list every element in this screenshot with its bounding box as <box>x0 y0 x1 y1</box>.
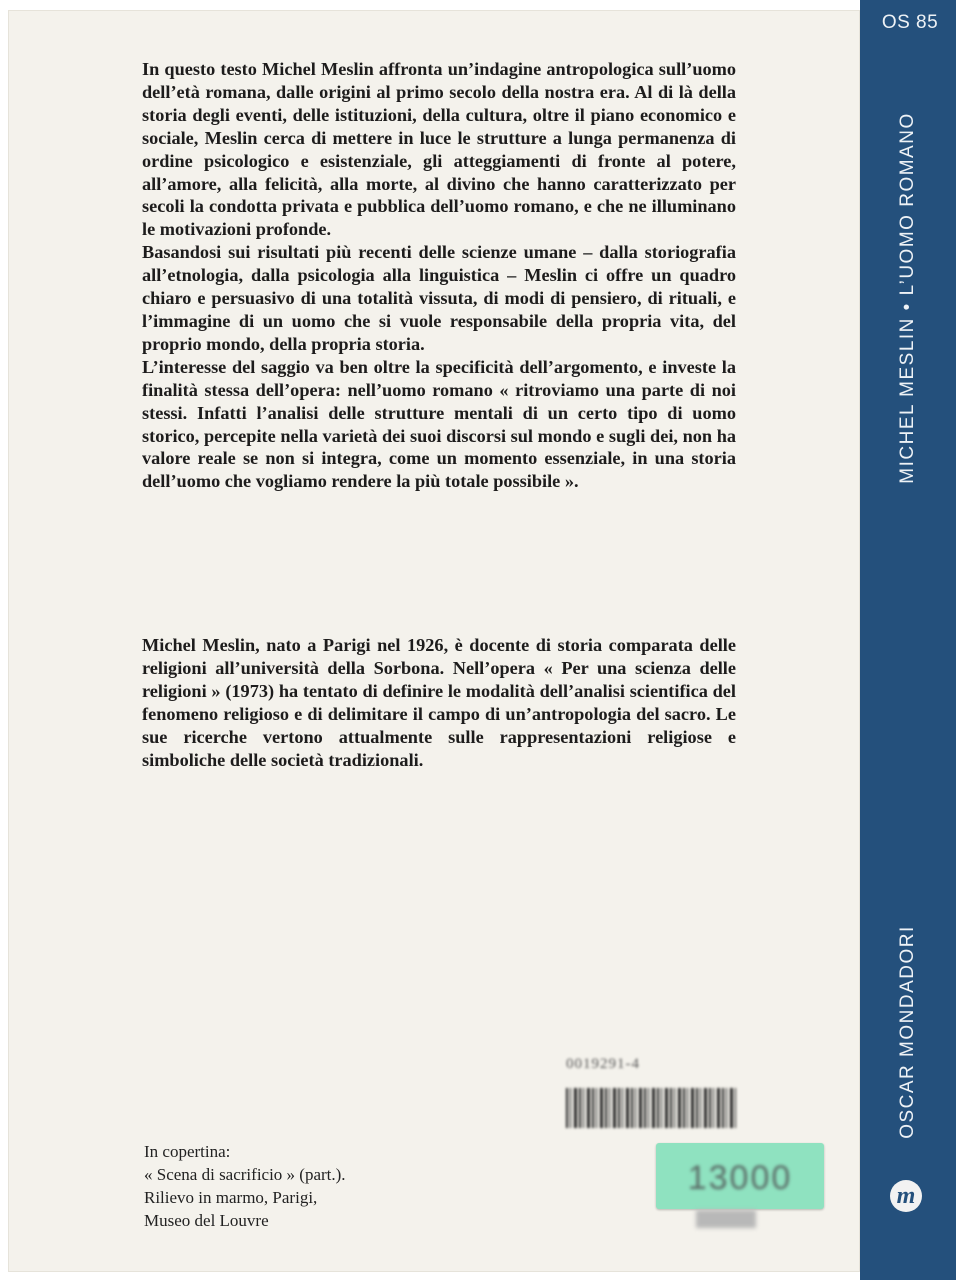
credit-line: In copertina: <box>144 1142 231 1161</box>
barcode-number: 0019291-4 <box>566 1056 640 1072</box>
credit-line: Rilievo in marmo, Parigi, <box>144 1188 318 1207</box>
price-sticker-value: 13000 <box>687 1159 793 1197</box>
synopsis-paragraph: L’interesse del saggio va ben oltre la specificità dell’argomento, e investe la finalità stessa dell’opera: nell’uomo romano « ritroviamo una parte di noi stessi. Infatti l’analisi delle strutture mentali di un certo tipo di uomo storico, percepite nella varietà dei suoi discorsi sul mondo e sugli dei, non ha valore reale se non si integra, come un momento essenziale, in una storia dell’uomo che vogliamo rendere la più totale possibile ». <box>142 356 736 492</box>
spine-title: MICHEL MESLIN • L’UOMO ROMANO <box>897 112 918 484</box>
synopsis-text <box>142 58 736 493</box>
credit-line: Museo del Louvre <box>144 1211 269 1230</box>
price-stub <box>696 1210 756 1228</box>
barcode <box>566 1088 736 1128</box>
spine-publisher: OSCAR MONDADORI <box>897 925 918 1139</box>
logo-letter: m <box>896 1183 916 1209</box>
author-bio-paragraph: Michel Meslin, nato a Parigi nel 1926, è docente di storia comparata delle religioni all’università della Sorbona. Nell’opera « Per una scienza delle religioni » (1973) ha tentato di definire le modalità dell’analisi scientifica del fenomeno religioso e di delimitare il campo di un’antropologia del sacro. Le sue ricerche vertono attualmente sulle rappresentazioni religiose e simboliche delle società tradizionali. <box>142 635 736 770</box>
price-sticker <box>656 1143 824 1209</box>
mondadori-logo-icon <box>890 1180 922 1212</box>
cover-credits <box>144 1140 444 1232</box>
credit-line: « Scena di sacrificio » (part.). <box>144 1165 346 1184</box>
series-code: OS 85 <box>881 12 939 33</box>
author-bio <box>142 634 736 771</box>
synopsis-paragraph: In questo testo Michel Meslin affronta un’indagine antropologica sull’uomo dell’età romana, dalle origini al primo secolo della nostra era. Al di là della storia degli eventi, delle istituzioni, della cultura, oltre il piano economico e sociale, Meslin cerca di mettere in luce le strutture a lunga permanenza di ordine psicologico e esistenziale, gli atteggiamenti di fronte al potere, all’amore, alla felicità, alla morte, al divino che hanno caratterizzato per secoli la condotta privata e pubblica dell’uomo romano, e che ne illuminano le motivazioni profonde. <box>142 59 736 240</box>
synopsis-paragraph: Basandosi sui risultati più recenti delle scienze umane – dalla storiografia all’etnologia, dalla psicologia alla linguistica – Meslin ci offre un quadro chiaro e persuasivo di una totalità vissuta, di modi di pensiero, di rituali, e l’immagine di un uomo che si vuole responsabile della propria vita, del proprio mondo, della propria storia. <box>142 242 736 354</box>
